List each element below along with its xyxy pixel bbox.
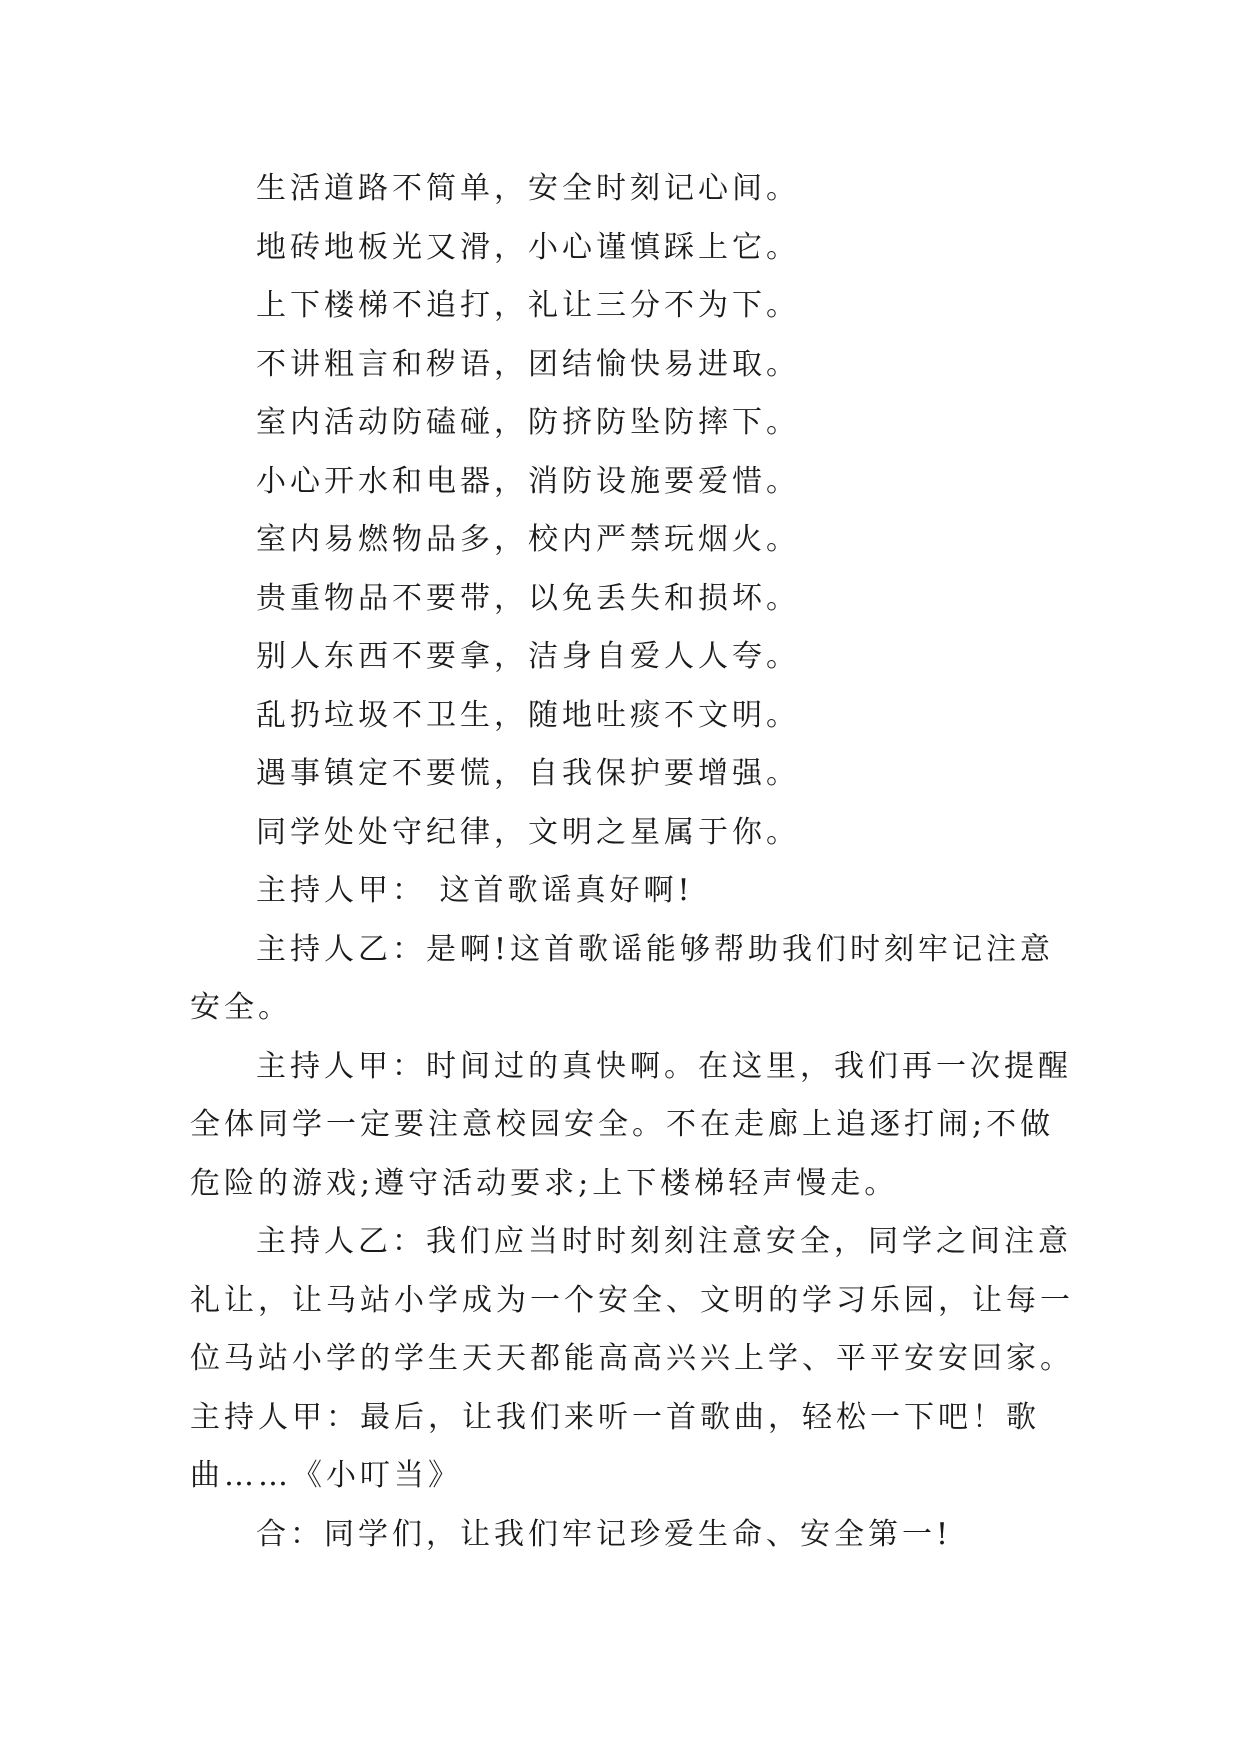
host-b-line-cont: 位马站小学的学生天天都能高高兴兴上学、平平安安回家。	[190, 1341, 1074, 1376]
host-a-line: 主持人甲： 这首歌谣真好啊!	[256, 873, 694, 908]
host-a-line-cont: 曲……《小叮当》	[190, 1458, 462, 1493]
host-a-line: 主持人甲：最后，让我们来听一首歌曲，轻松一下吧！歌	[190, 1399, 1040, 1435]
verse-line: 地砖地板光又滑，小心谨慎踩上它。	[256, 229, 800, 265]
verse-line: 室内活动防磕碰，防挤防坠防摔下。	[256, 405, 800, 440]
host-b-line-cont: 礼让，让马站小学成为一个安全、文明的学习乐园，让每一	[190, 1282, 1074, 1318]
host-b-line-cont: 安全。	[190, 990, 292, 1025]
host-b-line: 主持人乙：我们应当时时刻刻注意安全，同学之间注意	[256, 1224, 1072, 1259]
document-body	[190, 160, 1074, 1564]
verse-line: 小心开水和电器，消防设施要爱惜。	[256, 463, 800, 499]
verse-line: 遇事镇定不要慌，自我保护要增强。	[256, 756, 800, 791]
verse-line: 乱扔垃圾不卫生，随地吐痰不文明。	[256, 697, 800, 733]
verse-line: 同学处处守纪律，文明之星属于你。	[256, 814, 800, 850]
host-a-line-cont: 危险的游戏;遵守活动要求;上下楼梯轻声慢走。	[190, 1165, 899, 1201]
verse-line: 贵重物品不要带，以免丢失和损坏。	[256, 580, 800, 616]
verse-line: 室内易燃物品多，校内严禁玩烟火。	[256, 522, 800, 557]
host-a-line: 主持人甲：时间过的真快啊。在这里，我们再一次提醒	[256, 1048, 1072, 1084]
host-a-line-cont: 全体同学一定要注意校园安全。不在走廊上追逐打闹;不做	[190, 1107, 1055, 1142]
host-b-line: 主持人乙：是啊!这首歌谣能够帮助我们时刻牢记注意	[256, 931, 1055, 967]
verse-line: 不讲粗言和秽语，团结愉快易进取。	[256, 346, 800, 382]
verse-line: 别人东西不要拿，洁身自爱人人夸。	[256, 639, 800, 674]
verse-line: 生活道路不简单，安全时刻记心间。	[256, 171, 800, 206]
verse-line: 上下楼梯不追打，礼让三分不为下。	[256, 288, 800, 323]
closing-line: 合：同学们，让我们牢记珍爱生命、安全第一!	[256, 1516, 953, 1552]
